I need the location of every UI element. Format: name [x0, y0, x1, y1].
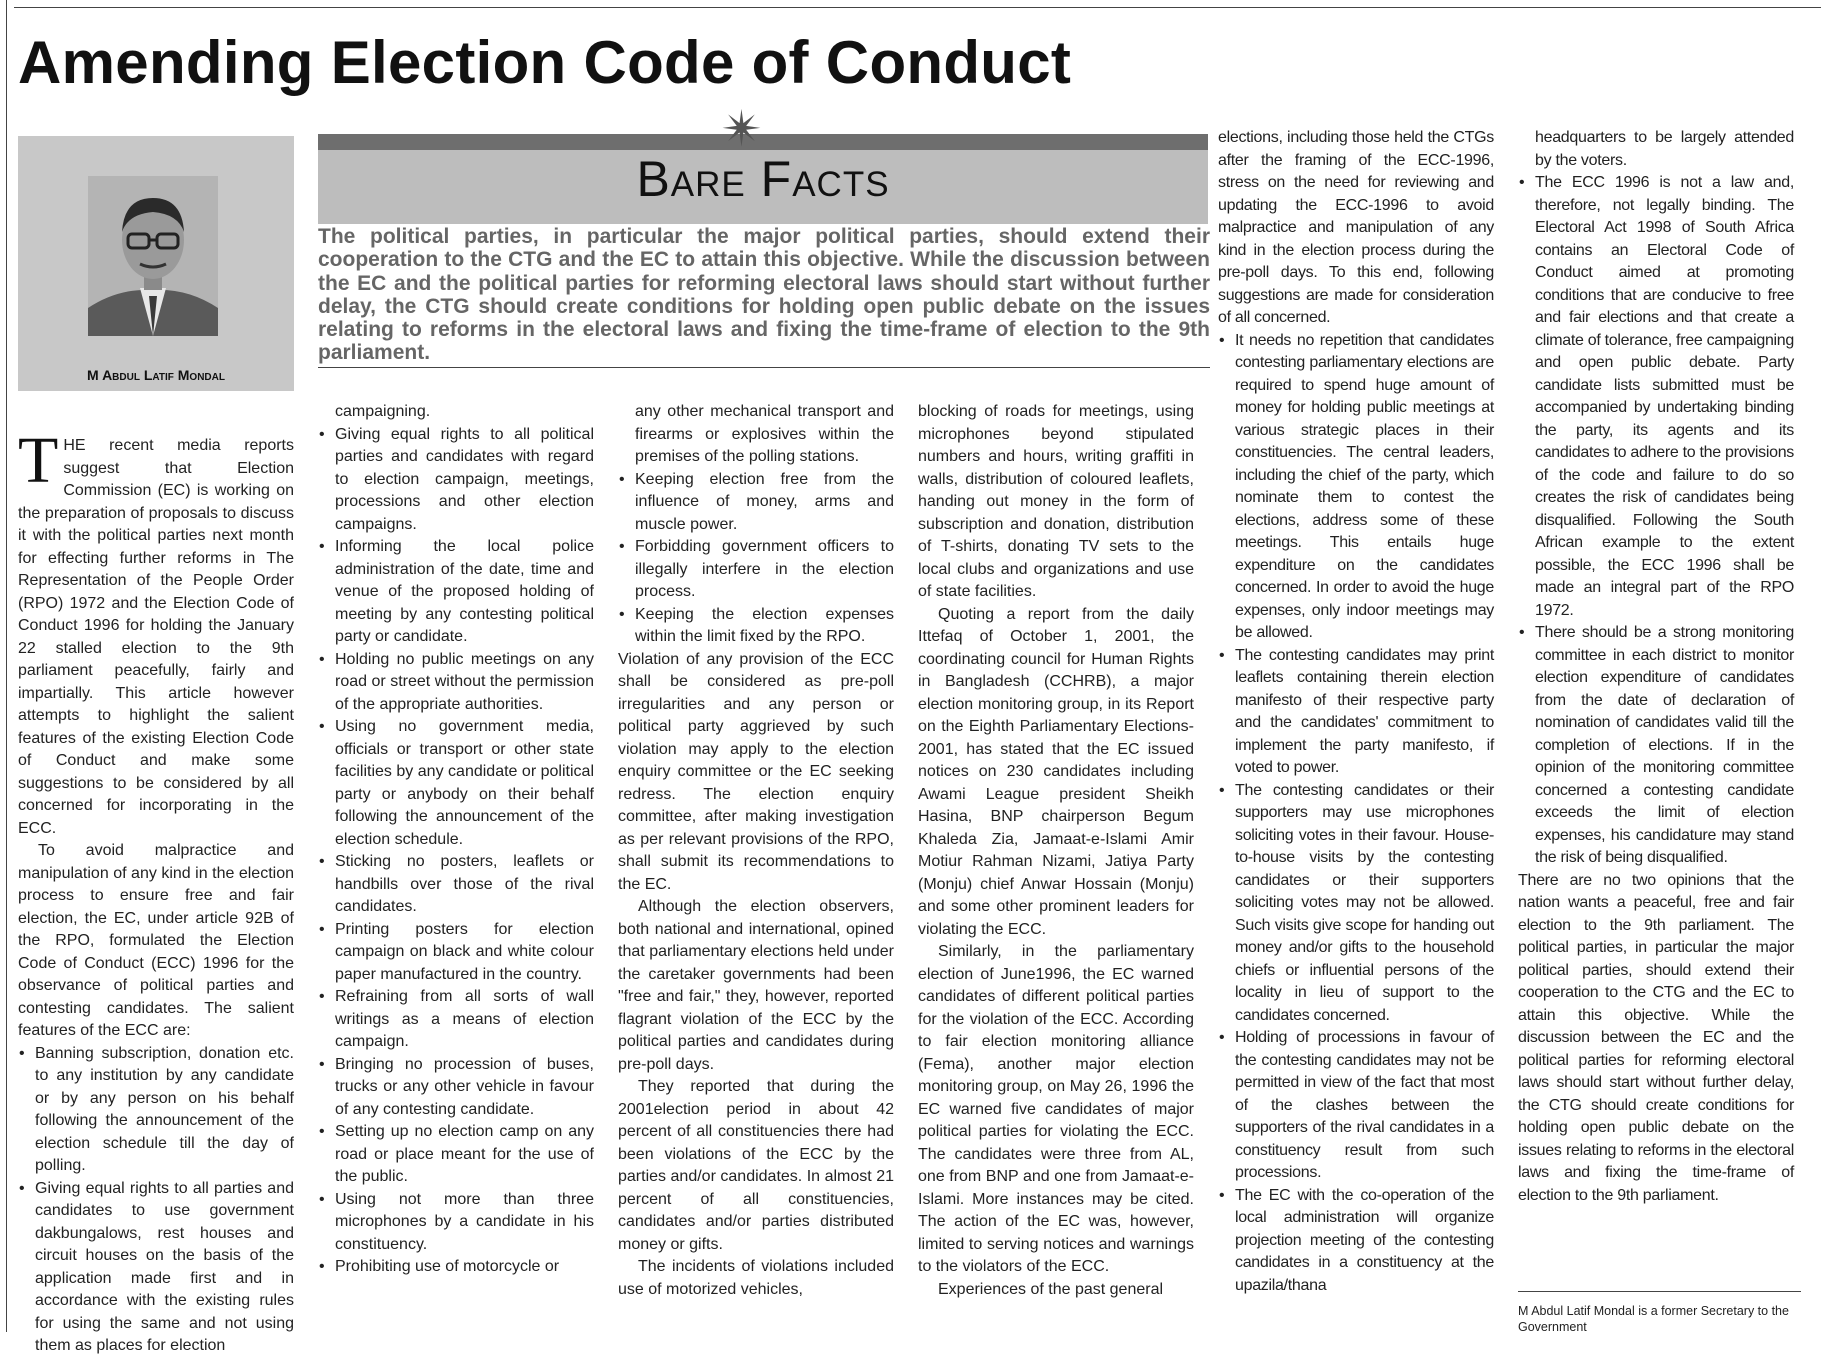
intro-text: HE recent media reports suggest that Election Commission (EC) is working on the preparation of proposals to discuss it with the political parties next month for effecting further reforms in The Representation of the People Order (RPO) 1972 and the Election Code of Conduct 1996 for holding the January 22 stalled election to the 9th parliament peacefully, fairly and impartially. This article however attempts to highlight the salient features of the existing Election Code of Conduct and make some suggestions to be considered by all concerned for incorporating in the ECC. — [18, 437, 294, 837]
bare-facts-lead: The political parties, in particular the major political parties, should extend their cooperation to the CTG and the EC to attain this objective. While the discussion between the EC and the political parties for reforming electoral laws should start without further delay, the CTG should create conditions for holding open public debate on the issues relating to reforms in the electoral laws and fixing the time-frame of election to the 9th parliament. — [318, 225, 1210, 368]
paragraph: Similarly, in the parliamentary election of June1996, the EC warned candidates of different political parties for the violation of the ECC. According to fair election monitoring alliance (Fema), another major election monitoring group, on May 26, 1996 the EC warned five candidates of major political parties for violating the ECC. The candidates were three from AL, one from BNP and one from Jamaat-e-Islami. More instances may be cited. The action of the EC was, however, limited to serving notices and warnings to the violators of the ECC. — [918, 943, 1194, 1275]
list-item: • Informing the local police administration of the date, time and venue of the proposed holding of meeting by any contesting political party or candidate. — [318, 536, 594, 649]
list-item: • Using no government media, officials or transport or other state facilities by any candidate or political party or anybody on their behalf following the announcement of the election schedule. — [318, 716, 594, 851]
footnote-rule — [1518, 1291, 1801, 1292]
author-footnote: M Abdul Latif Mondal is a former Secretary to the Government — [1518, 1304, 1789, 1334]
list-item: • There should be a strong monitoring committee in each district to monitor election expenditure of candidates from the date of declaration of nomination of candidates valid till the completion of elections. If in the opinion of the monitoring committee concerned a contesting candidate exceeds the limit of election expenses, his candidature may stand the risk of being disqualified. — [1518, 622, 1794, 870]
list-item: • The ECC 1996 is not a law and, therefore, not legally binding. The Electoral Act 1998 of South Africa contains an Electoral Code of Conduct aimed at promoting conditions that are conducive to free and fair elections and that create a climate of tolerance, free campaigning and open public debate. Party candidate lists submitted must be accompanied by undertaking binding the party, its agents and its candidates to adhere to the provisions of the code and failure to do so creates the risk of candidates being disqualified. Following the South African example to the extent possible, the ECC 1996 shall be made an integral part of the RPO 1972. — [1518, 172, 1794, 622]
paragraph: Experiences of the past general — [938, 1280, 1164, 1298]
starburst-icon: ✴ — [721, 101, 763, 157]
list-item: • Printing posters for election campaign on black and white colour paper manufactured in the country. — [318, 919, 594, 987]
author-portrait-svg — [88, 176, 218, 336]
list-item: • The contesting candidates may print leaflets containing therein election manifesto of their respective party and the candidates' commitment to implement the party manifesto, if voted to power. — [1218, 645, 1494, 780]
continued-text: campaigning. — [335, 403, 431, 420]
continued-text: blocking of roads for meetings, using microphones beyond stipulated numbers and hours, writing graffiti in walls, distribution of coloured leaflets, handing out money in the form of subscription and donation, distribution of T-shirts, donating TV sets to the local clubs and organizations and use of state facilities. — [918, 403, 1194, 600]
paragraph: The incidents of violations included use of motorized vehicles, — [618, 1258, 894, 1298]
paragraph: Violation of any provision of the ECC shall be considered as pre-poll irregularities and any person or political party aggrieved by such violation may apply to the election enquiry committee or the EC seeking redress. The election enquiry committee, after making investigation as per relevant provisions of the RPO, shall submit its recommendations to the EC. — [618, 650, 894, 893]
headline: Amending Election Code of Conduct — [18, 29, 1072, 96]
left-frame-rule — [6, 0, 7, 1332]
article-column-6 — [1518, 127, 1794, 1207]
continued-text: headquarters to be largely attended by the voters. — [1535, 129, 1794, 169]
bare-facts-title: Bare Facts — [636, 151, 890, 207]
list-item: • Giving equal rights to all parties and candidates to use government dakbungalows, rest houses and circuit houses on the basis of the application made first and in accordance with the existing rules for using the same and not using them as places for election — [18, 1178, 294, 1358]
conclusion-paragraph: There are no two opinions that the nation wants a peaceful, free and fair election to the 9th parliament. The political parties, in particular the major political parties, should extend their cooperation to the CTG and the EC to attain this objective. While the discussion between the EC and the political parties for reforming electoral laws should start without further delay, the CTG should create conditions for holding open public debate on the issues relating to reforms in the electoral laws and fixing the time-frame of election to the 9th parliament. — [1518, 871, 1794, 1204]
continued-text: elections, including those held the CTGs after the framing of the ECC-1996, stress on the need for reviewing and updating the ECC-1996 to avoid malpractice and manipulation of any kind in the election process during the pre-poll days. To this end, following suggestions are made for consideration of all concerned. — [1218, 129, 1494, 326]
suggestions-list — [1218, 330, 1494, 1298]
ecc-features-list — [18, 1043, 294, 1358]
list-item: • Setting up no election camp on any road or place meant for the use of the public. — [318, 1121, 594, 1189]
ecc-features-list — [618, 469, 894, 649]
list-item: • Bringing no procession of buses, trucks or any other vehicle in favour of any contesting candidate. — [318, 1054, 594, 1122]
author-portrait-icon — [88, 176, 218, 336]
top-frame-rule — [14, 7, 1821, 8]
list-item: • Keeping election free from the influence of money, arms and muscle power. — [618, 469, 894, 537]
list-item: • Sticking no posters, leaflets or handbills over those of the rival candidates. — [318, 851, 594, 919]
list-item: • Banning subscription, donation etc. to any institution by any candidate or by any person on his behalf following the announcement of the election schedule till the day of polling. — [18, 1043, 294, 1178]
list-item: • The contesting candidates or their supporters may use microphones soliciting votes in their favour. House-to-house visits by the contesting candidates or their supporters soliciting votes may not be allowed. Such visits give scope for handing out money and/or gifts to the household chiefs or influential persons of the locality in lieu of support to the candidates concerned. — [1218, 780, 1494, 1028]
ecc-features-list — [318, 424, 594, 1279]
list-item: • Prohibiting use of motorcycle or — [318, 1256, 594, 1279]
article-column-4 — [918, 401, 1194, 1301]
author-name: M Abdul Latif Mondal — [87, 367, 225, 383]
paragraph: Although the election observers, both national and international, opined that parliamentary elections held under the caretaker governments had been "free and fair," they, however, reported flagrant violation of the ECC by the political parties and candidates during pre-poll days. — [618, 898, 894, 1073]
paragraph: They reported that during the 2001election period in about 42 percent of all constituencies there had been violations of the ECC by the parties and/or candidates. In almost 21 percent of all constituencies, candidates and/or parties distributed money or gifts. — [618, 1078, 894, 1253]
list-item: • It needs no repetition that candidates contesting parliamentary elections are required to spend huge amount of money for holding public meetings at various strategic places in their constituencies. The central leaders, including the chief of the party, which nominate them to contest the elections, address some of these meetings. This entails huge expenditure on the candidates concerned. In order to avoid the huge expenses, only indoor meetings may be allowed. — [1218, 330, 1494, 645]
drop-cap: T — [18, 424, 59, 497]
list-item: • Keeping the election expenses within the limit fixed by the RPO. — [618, 604, 894, 649]
paragraph: Quoting a report from the daily Ittefaq of October 1, 2001, the coordinating council for Human Rights in Bangladesh (CCHRB), a major election monitoring group, in its Report on the Eighth Parliamentary Elections-2001, has stated that the EC issued notices on 230 candidates including Awami League president Sheikh Hasina, BNP chairperson Begum Khaleda Zia, Jamaat-e-Islami Amir Motiur Rahman Nizami, Jatiya Party (Monju) chief Anwar Hossain (Monju) and some other prominent leaders for violating the ECC. — [918, 605, 1194, 938]
list-item: • Holding no public meetings on any road or street without the permission of the appropriate authorities. — [318, 649, 594, 717]
author-box — [18, 136, 294, 391]
list-item: • Holding of processions in favour of the contesting candidates may not be permitted in view of the fact that most of the clashes between the supporters of the rival candidates in a constituency result from such processions. — [1218, 1027, 1494, 1185]
continued-text: any other mechanical transport and firearms or explosives within the premises of the polling stations. — [635, 403, 894, 465]
list-item: • Forbidding government officers to illegally interfere in the election process. — [618, 536, 894, 604]
paragraph: To avoid malpractice and manipulation of any kind in the election process to ensure free and fair election, the EC, under article 92B of the RPO, formulated the Election Code of Conduct (ECC) 1996 for the observance of political parties and contesting candidates. The salient features of the ECC are: — [18, 842, 294, 1039]
list-item: • Using not more than three microphones by a candidate in his constituency. — [318, 1189, 594, 1257]
intro-paragraph — [18, 424, 294, 840]
article-column-1 — [18, 424, 294, 1358]
article-column-5 — [1218, 127, 1494, 1297]
bare-facts-stripe — [318, 134, 1208, 150]
article-column-3 — [618, 401, 894, 1301]
article-column-2 — [318, 401, 594, 1279]
list-item: • Refraining from all sorts of wall writings as a means of election campaign. — [318, 986, 594, 1054]
list-item: • The EC with the co-operation of the local administration will organize projection meeting of the contesting candidates in a constituency at the upazila/thana — [1218, 1185, 1494, 1298]
list-item: • Giving equal rights to all political parties and candidates with regard to election campaign, meetings, processions and other election campaigns. — [318, 424, 594, 537]
suggestions-list — [1518, 172, 1794, 870]
